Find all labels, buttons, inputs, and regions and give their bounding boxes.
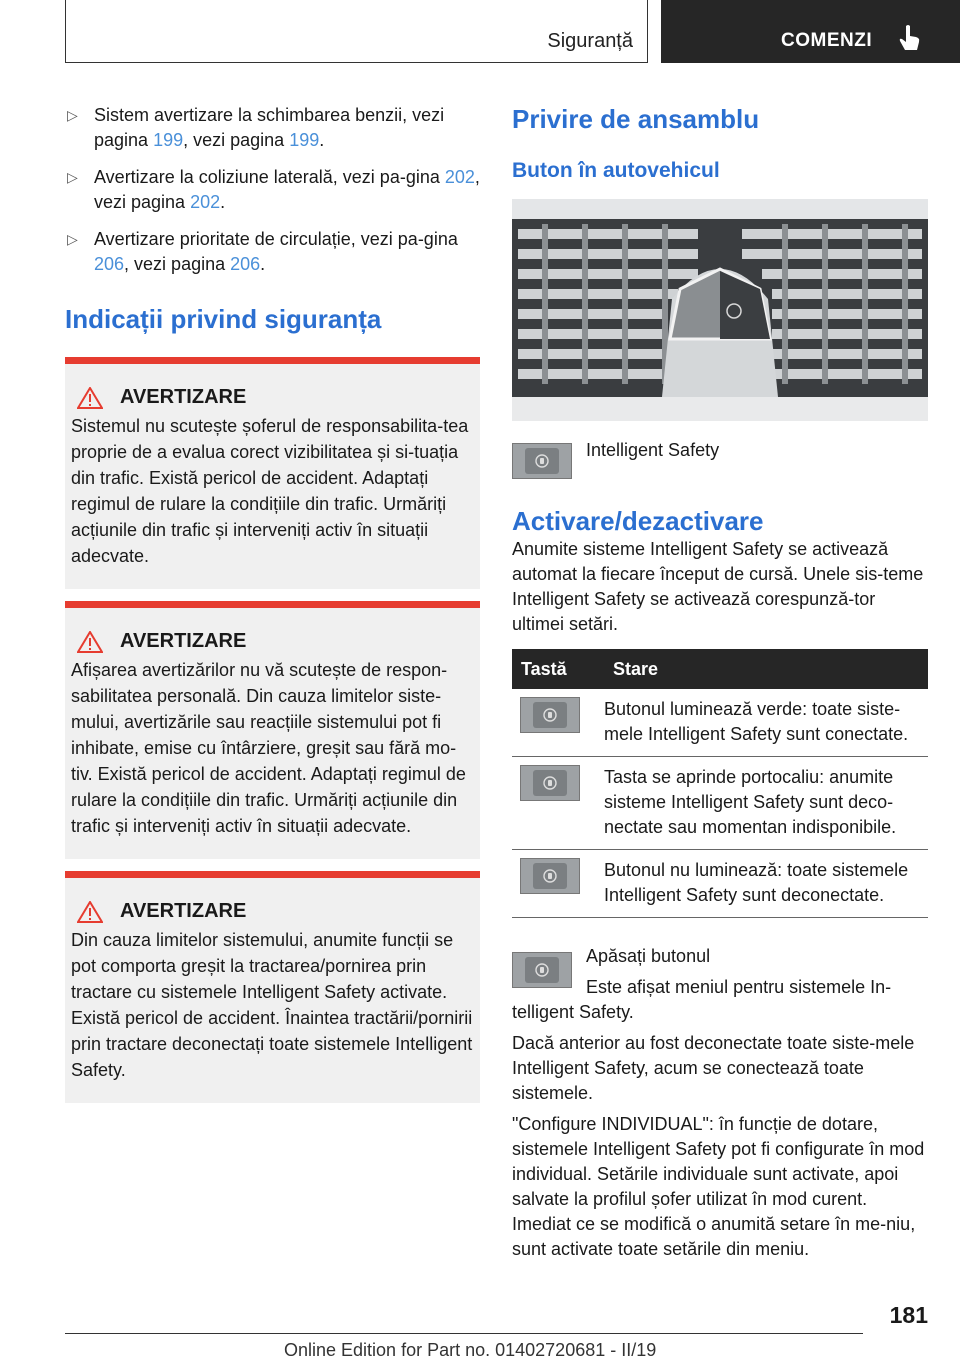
table-header: Stare bbox=[604, 649, 928, 689]
intelligent-safety-button-icon bbox=[520, 858, 580, 894]
intelligent-safety-button-icon bbox=[520, 697, 580, 733]
warning-text: Afișarea avertizărilor nu vă scutește de respon‐sabilitatea personală. Din cauza limitelor siste‐mului, avertizările sau reacțiile sistemului pot fi inhibate, emise cu întârziere, greșit sau fără mo‐tiv. Există pericol de accident. Adaptați regimul de rulare la condițiile din trafic. Urmăriți acțiunile din trafic și interveniți activ în situații adecvate. bbox=[71, 660, 466, 836]
warning-title: AVERTIZARE bbox=[120, 386, 247, 408]
status-table bbox=[512, 649, 928, 918]
warning-icon bbox=[77, 387, 103, 409]
bullet-text: . bbox=[319, 130, 325, 150]
table-header: Tastă bbox=[512, 649, 604, 689]
triangle-bullet-icon: ▷ bbox=[67, 169, 78, 185]
list-item bbox=[65, 227, 480, 277]
section-heading: Activare/dezactivare bbox=[512, 506, 764, 536]
bullet-text: , vezi pagina bbox=[183, 130, 290, 150]
warning-title: AVERTIZARE bbox=[120, 630, 247, 652]
triangle-bullet-icon: ▷ bbox=[67, 231, 78, 247]
bullet-text: Avertizare prioritate de circulație, vezi pa‐gina bbox=[94, 229, 458, 249]
right-column bbox=[512, 103, 928, 1268]
air-vent-button-illustration bbox=[512, 199, 928, 421]
warning-text: Sistemul nu scutește șoferul de responsabilita‐tea proprie de a evalua corect vizibilitatea și si‐tuația din trafic. Există pericol de accident. Adaptați regimul de rulare la condițiile din trafic. Urmăriți acțiunile din trafic și interveniți activ în situații adecvate. bbox=[71, 416, 469, 566]
section-heading: Indicații privind siguranța bbox=[65, 304, 382, 334]
button-caption: Intelligent Safety bbox=[586, 440, 720, 460]
warning-box bbox=[65, 871, 480, 1103]
header-chapter-tab bbox=[661, 0, 960, 63]
header-chapter-title: COMENZI bbox=[781, 30, 873, 51]
header-section-title: Siguranță bbox=[547, 30, 633, 52]
warning-box bbox=[65, 357, 480, 589]
table-cell: Tasta se aprinde portocaliu: anumite sisteme Intelligent Safety sunt deco‐nectate sau momentan indisponibile. bbox=[604, 757, 928, 850]
left-column bbox=[65, 103, 480, 1115]
warning-icon bbox=[77, 901, 103, 923]
hand-pointer-icon bbox=[897, 24, 921, 52]
sub-heading: Buton în autovehicul bbox=[512, 159, 720, 182]
page-link[interactable]: 199 bbox=[153, 130, 184, 150]
paragraph: "Configure INDIVIDUAL": în funcție de dotare, sistemele Intelligent Safety pot fi configurate în mod individual. Setările individuale sunt activate, apoi salvate la profilul șofer utilizat în mod curent. Imediat ce se modifică o anumită setare în me‐niu, sunt activate toate setările din meniu. bbox=[512, 1114, 925, 1259]
page-number: 181 bbox=[889, 1302, 928, 1328]
table-cell: Butonul luminează verde: toate siste‐mele Intelligent Safety sunt conectate. bbox=[604, 689, 928, 757]
press-instruction: Apăsați butonul bbox=[586, 946, 711, 966]
table-row bbox=[512, 689, 928, 757]
table-row bbox=[512, 850, 928, 918]
paragraph: Dacă anterior au fost deconectate toate siste‐mele Intelligent Safety, acum se conectează toate sistemele. bbox=[512, 1033, 915, 1103]
warning-icon bbox=[77, 631, 103, 653]
table-cell: Butonul nu luminează: toate sistemele Intelligent Safety sunt deconectate. bbox=[604, 850, 928, 918]
footer-divider bbox=[65, 1333, 863, 1334]
bullet-text: , vezi pagina bbox=[94, 167, 480, 212]
page-link[interactable]: 206 bbox=[94, 254, 125, 274]
page-link[interactable]: 202 bbox=[444, 167, 475, 187]
intelligent-safety-button-icon bbox=[512, 443, 572, 479]
page-link[interactable]: 199 bbox=[289, 130, 320, 150]
warning-box bbox=[65, 601, 480, 859]
bullet-text: . bbox=[260, 254, 266, 274]
bullet-text: , vezi pagina bbox=[124, 254, 231, 274]
list-item bbox=[65, 165, 480, 215]
intelligent-safety-button-icon bbox=[520, 765, 580, 801]
warning-title: AVERTIZARE bbox=[120, 900, 247, 922]
warning-text: Din cauza limitelor sistemului, anumite funcții se pot comporta greșit la tractarea/pornirea prin tractare cu sistemele Intelligent Safety activate. Există pericol de accident. Înaintea tractării/pornirii prin tractare deconectați toate sistemele Intelligent Safety. bbox=[71, 930, 473, 1080]
section-heading: Privire de ansamblu bbox=[512, 104, 760, 134]
bullet-text: Sistem avertizare la schimbarea benzii, vezi pagina bbox=[94, 105, 445, 150]
bullet-text: . bbox=[220, 192, 226, 212]
list-item bbox=[65, 103, 480, 153]
footer-edition: Online Edition for Part no. 01402720681 - II/19 bbox=[284, 1340, 657, 1360]
header-section-tab bbox=[65, 0, 648, 63]
page-link[interactable]: 206 bbox=[230, 254, 261, 274]
press-result: Este afișat meniul pentru sistemele In‐telligent Safety. bbox=[512, 977, 892, 1022]
bullet-text: Avertizare la coliziune laterală, vezi pa‐gina bbox=[94, 167, 445, 187]
page-link[interactable]: 202 bbox=[190, 192, 221, 212]
dashboard-photo bbox=[512, 199, 928, 421]
triangle-bullet-icon: ▷ bbox=[67, 107, 78, 123]
table-row bbox=[512, 757, 928, 850]
intelligent-safety-button-icon bbox=[512, 952, 572, 988]
intro-paragraph: Anumite sisteme Intelligent Safety se activează automat la fiecare început de cursă. Unele sis‐teme Intelligent Safety se activează corespunză‐tor ultimei setări. bbox=[512, 539, 924, 634]
